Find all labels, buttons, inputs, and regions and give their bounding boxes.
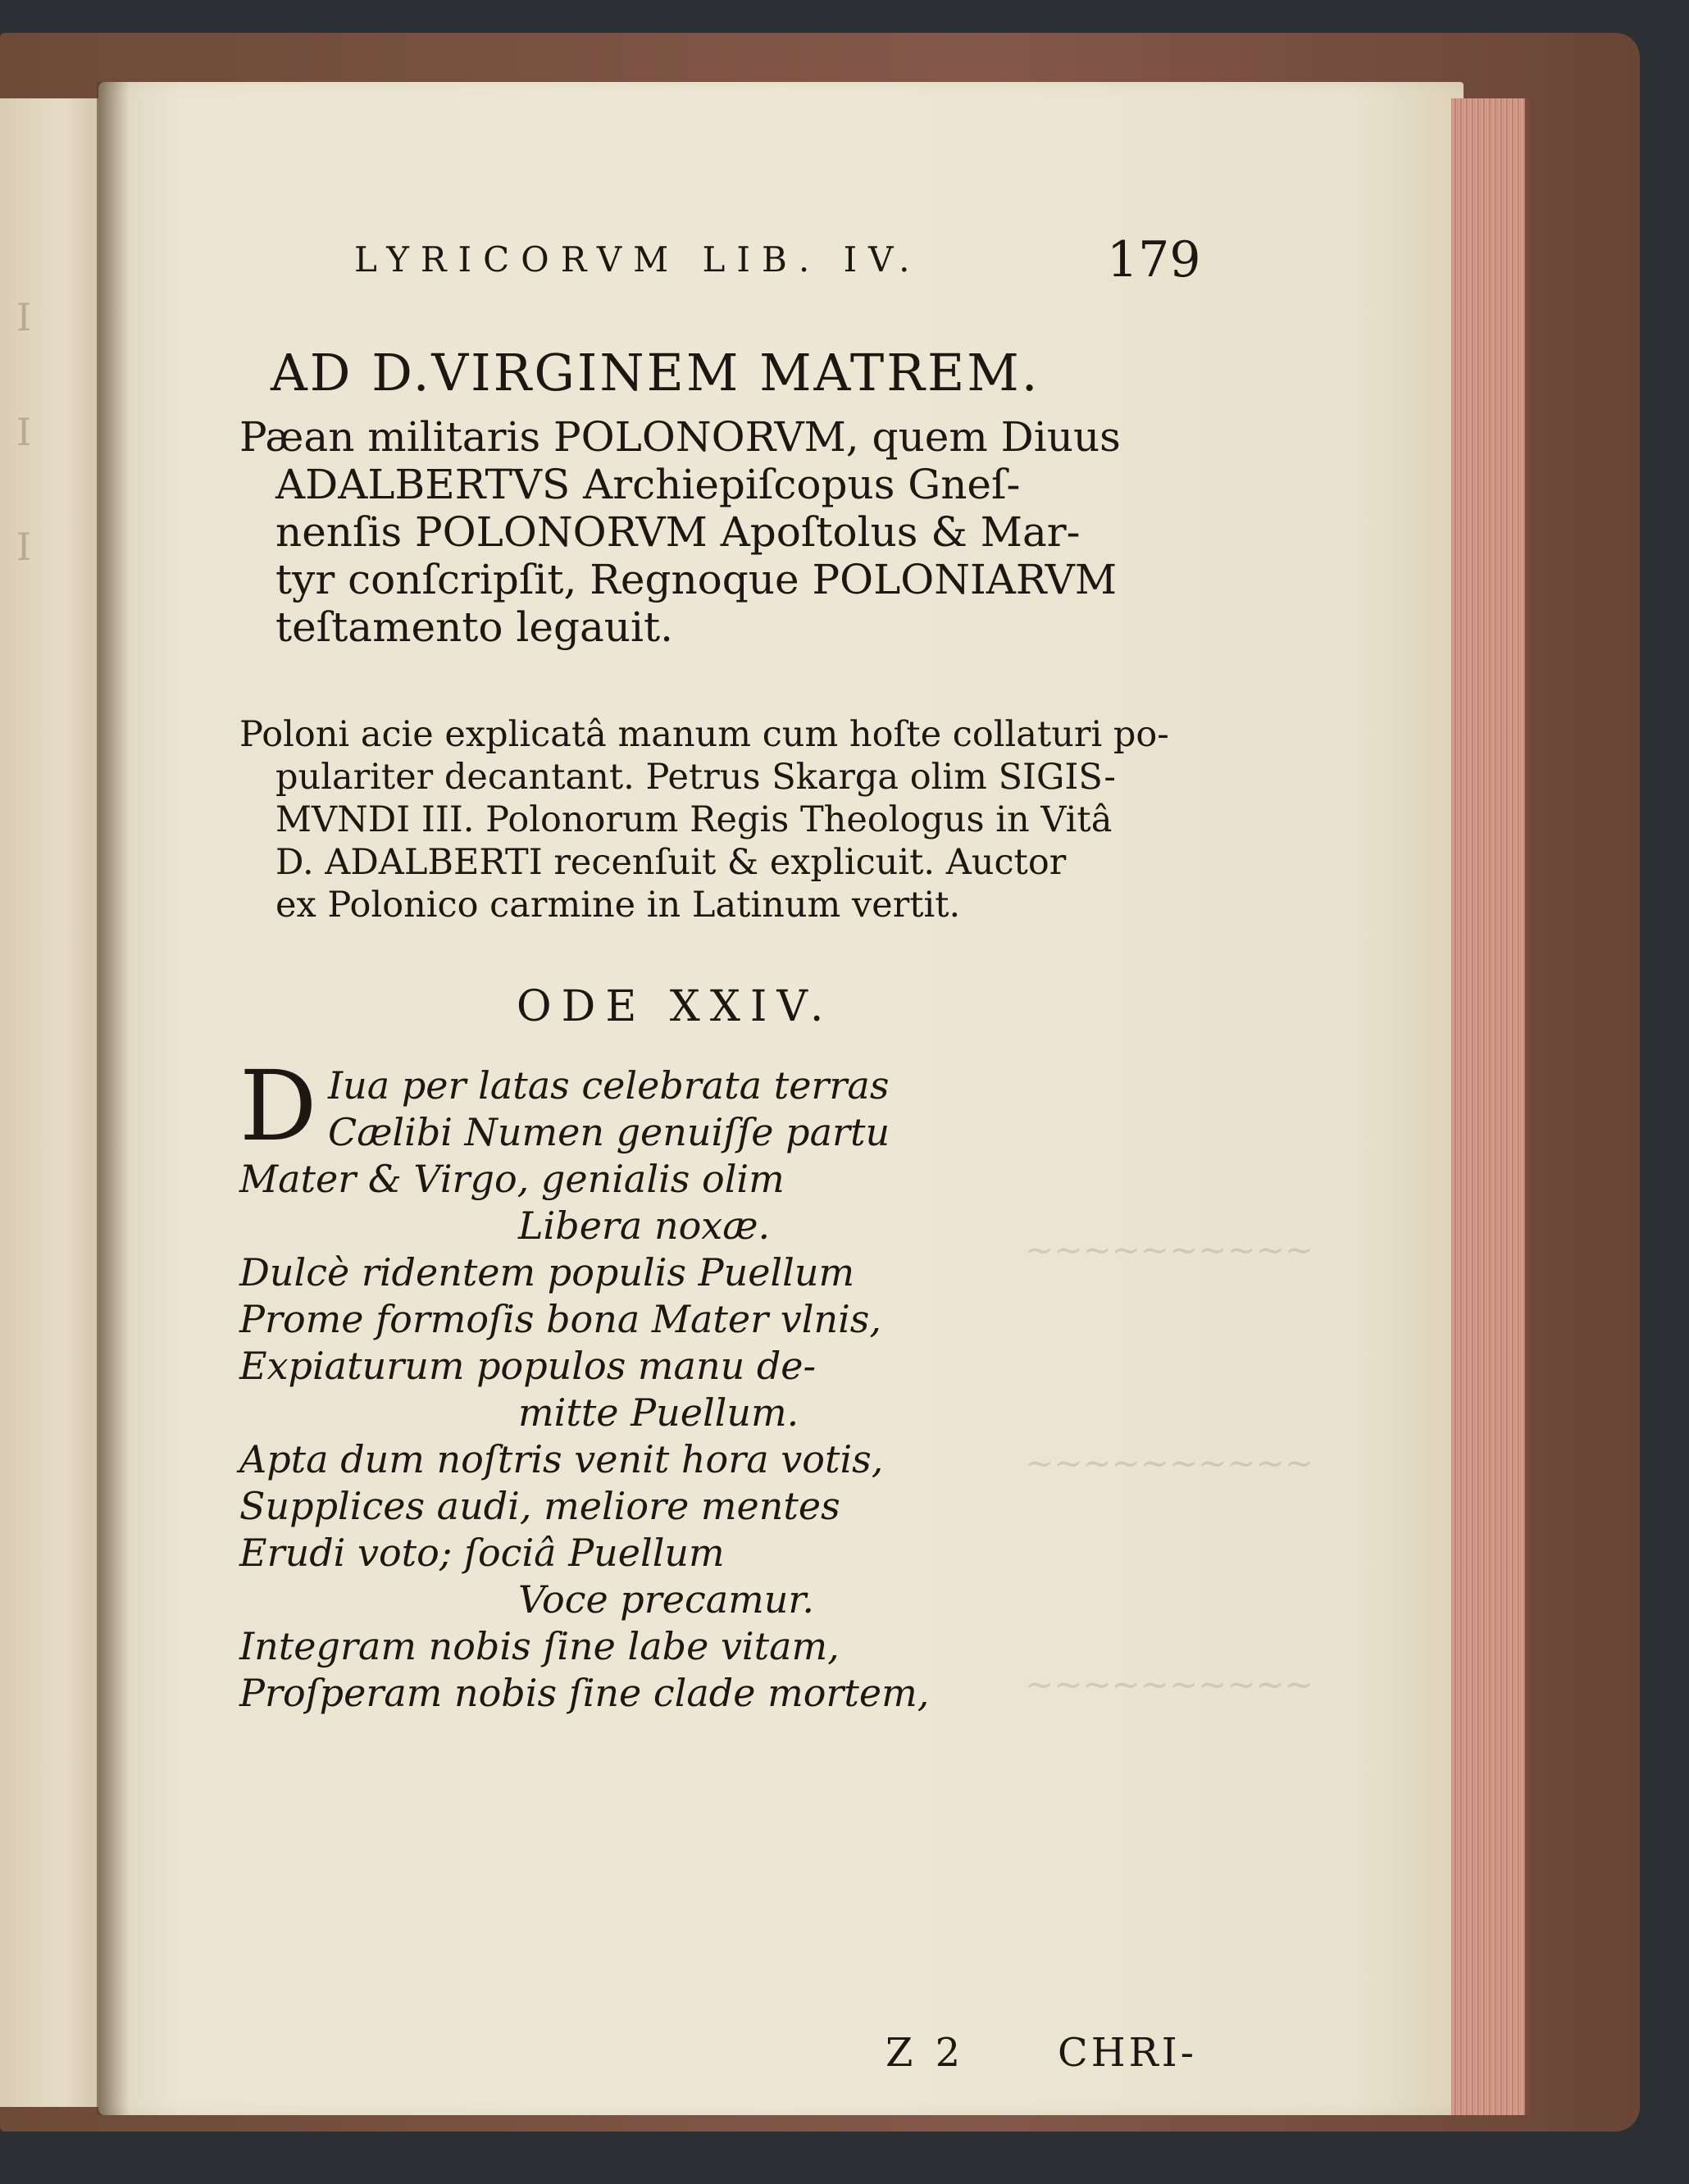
subtitle-line: ADALBERTVS Archiepiſcopus Gneſ- — [275, 461, 1021, 508]
page-number: 179 — [1107, 231, 1201, 289]
note-line: Poloni acie explicatâ manum cum hoſte collaturi po- — [239, 714, 1169, 755]
poem-line: mitte Puellum. — [518, 1390, 799, 1435]
gutter-shadow — [97, 82, 130, 2115]
note-line: pulariter decantant. Petrus Skarga olim SIGIS- — [275, 757, 1116, 798]
poem-line: Expiaturum populos manu de- — [239, 1344, 817, 1388]
drop-capital: D — [239, 1049, 317, 1163]
page-title: AD D.VIRGINEM MATREM. — [271, 343, 1040, 403]
show-through: ~~~~~~~~~~ — [1025, 1230, 1313, 1270]
note-line: ex Polonico carmine in Latinum vertit. — [275, 885, 961, 926]
poem-line: Iua per latas celebrata terras — [328, 1063, 890, 1108]
signature-mark: Z 2 — [885, 2030, 966, 2076]
subtitle-line: nenſis POLONORVM Apoſtolus & Mar- — [275, 508, 1081, 556]
previous-page-fragment: I — [16, 410, 32, 454]
poem-line: Libera noxæ. — [518, 1203, 771, 1248]
poem-line: Apta dum noſtris venit hora votis, — [239, 1437, 884, 1481]
poem-line: Cælibi Numen genuiſſe partu — [328, 1110, 890, 1154]
catchword: CHRI- — [1058, 2030, 1197, 2076]
show-through: ~~~~~~~~~~ — [1025, 1664, 1313, 1704]
subtitle-line: Pæan militaris POLONORVM, quem Diuus — [239, 413, 1121, 461]
editorial-note — [239, 713, 1169, 926]
subtitle-line: teſtamento legauit. — [275, 603, 673, 651]
poem-line: Supplices audi, meliore mentes — [239, 1484, 840, 1528]
subtitle-line: tyr conſcripſit, Regnoque POLONIARVM — [275, 556, 1118, 603]
poem-line: Dulcè ridentem populis Puellum — [239, 1250, 855, 1294]
poem-line: Erudi voto; ſociâ Puellum — [239, 1531, 725, 1575]
previous-page-fragment: I — [16, 525, 32, 569]
poem — [239, 1049, 930, 1717]
note-line: MVNDI III. Polonorum Regis Theologus in Vitâ — [275, 799, 1113, 840]
poem-line: Prome formoſis bona Mater vlnis, — [239, 1297, 882, 1341]
page-block-edges — [1451, 98, 1530, 2115]
note-line: D. ADALBERTI recenſuit & explicuit. Auctor — [275, 842, 1067, 883]
poem-line: Voce precamur. — [518, 1577, 814, 1622]
previous-page-fragment: I — [16, 295, 32, 339]
subtitle — [239, 413, 1121, 651]
poem-line: Integram nobis ſine labe vitam, — [239, 1624, 840, 1668]
poem-line: Proſperam nobis ſine clade mortem, — [239, 1671, 930, 1715]
poem-line: Mater & Virgo, genialis olim — [239, 1157, 785, 1201]
ode-title: ODE XXIV. — [517, 982, 834, 1031]
running-head: LYRICORVM LIB. IV. — [354, 239, 922, 280]
show-through: ~~~~~~~~~~ — [1025, 1443, 1313, 1483]
